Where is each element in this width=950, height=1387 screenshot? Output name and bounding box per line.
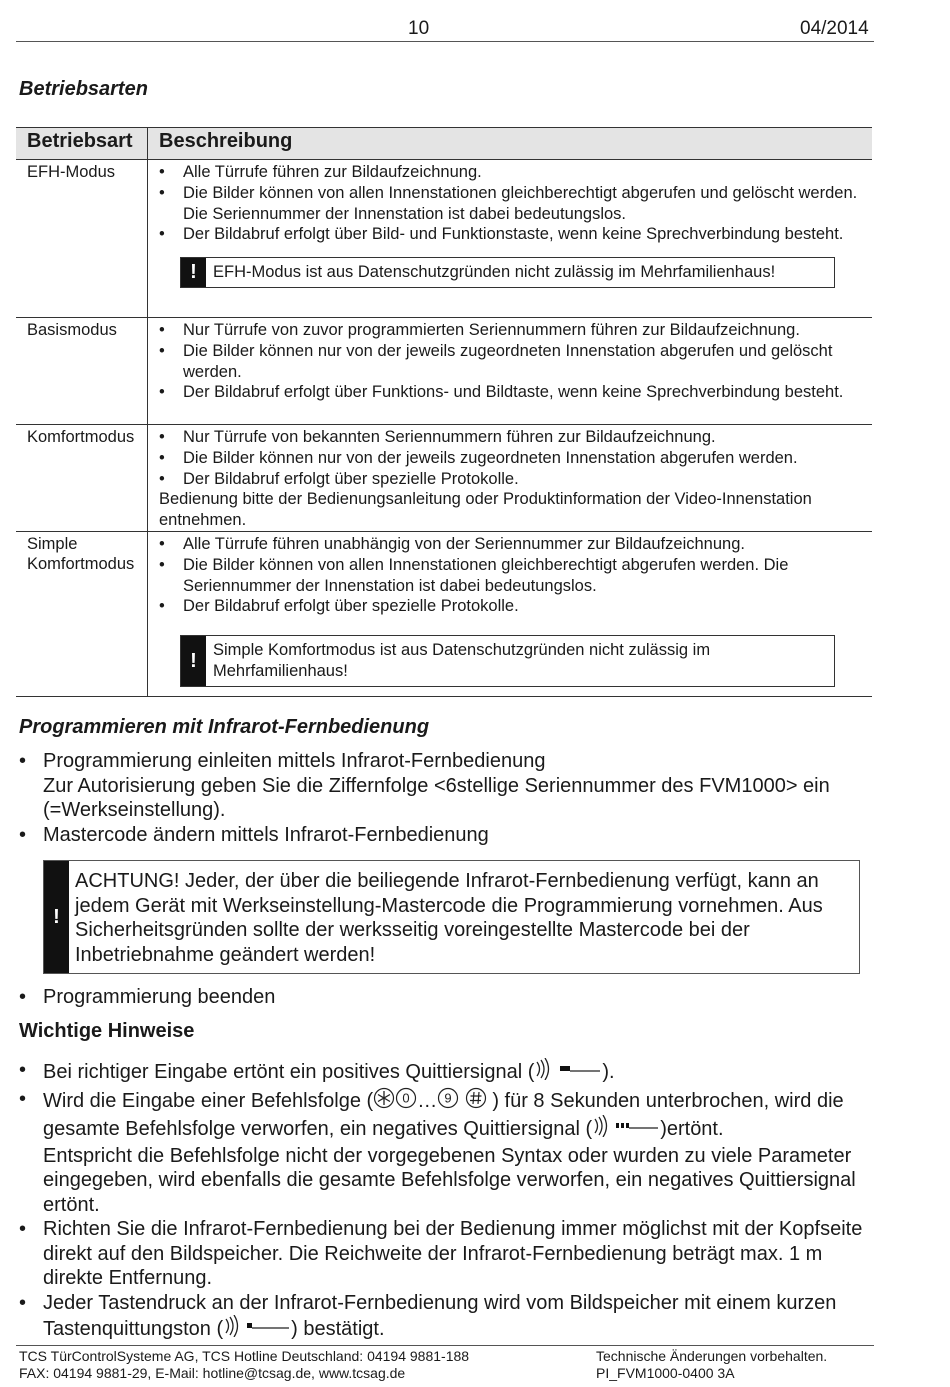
programming-list bbox=[19, 749, 869, 847]
star-key-icon bbox=[373, 1087, 395, 1116]
list-item: • Die Bilder können nur von der jeweils zugeordneten Innenstation abgerufen werden. bbox=[159, 448, 798, 467]
svg-text:9: 9 bbox=[444, 1090, 452, 1105]
list-item: • Der Bildabruf erfolgt über Bild- und Funktionstaste, wenn keine Sprechverbindung besteht. bbox=[159, 225, 844, 244]
warning-text: ACHTUNG! Jeder, der über die beiliegende Infrarot-Fernbedienung verfügt, kann an jedem Gerät mit Werkseinstellung-Mastercode die Programmierung vornehmen. Aus Sicherheitsgründen sollte der werksseitig voreingestellte Mastercode bei der Inbetriebnahme geändert werden! bbox=[75, 870, 823, 966]
list-item: • Alle Türrufe führen zur Bildaufzeichnung. bbox=[159, 163, 482, 181]
table-header bbox=[16, 127, 872, 160]
warning-box bbox=[180, 257, 835, 288]
key-tone-icon bbox=[223, 1315, 291, 1344]
table-row bbox=[16, 532, 872, 697]
list-item: • Richten Sie die Infrarot-Fernbedienung bei der Bedienung immer möglichst mit der Kopfseite direkt auf den Bildspeicher. Die Reichweite der Infrarot-Fernbedienung beträgt max. 1 m direkte Entfernung. bbox=[19, 1218, 863, 1289]
list-item: • Die Bilder können von allen Innenstationen gleichberechtigt abgerufen und gelöscht werden. Die Seriennummer der Innenstation ist dabei bedeutungslos. bbox=[159, 183, 858, 223]
list-item: • Die Bilder können von allen Innenstationen gleichberechtigt abgerufen werden. Die Seriennummer der Innenstation ist dabei bedeutungslos. bbox=[159, 555, 789, 595]
section-title: Betriebsarten bbox=[19, 78, 148, 100]
warning-icon: ! bbox=[181, 636, 206, 686]
list-item: • Nur Türrufe von zuvor programmierten Seriennummern führen zur Bildaufzeichnung. bbox=[159, 321, 800, 339]
list-item: • Programmierung einleiten mittels Infrarot-Fernbedienung Zur Autorisierung geben Sie die Ziffernfolge <6stellige Seriennummer des FVM1000> ein (=Werkseinstellung). bbox=[19, 750, 830, 821]
column-divider bbox=[147, 128, 148, 159]
achtung-warning-box bbox=[43, 860, 860, 974]
document-date: 04/2014 bbox=[800, 18, 869, 39]
list-item: • Der Bildabruf erfolgt über spezielle Protokolle. bbox=[159, 597, 519, 616]
mode-description bbox=[159, 160, 872, 288]
warning-icon: ! bbox=[181, 258, 206, 287]
digit-key-icon bbox=[395, 1087, 417, 1116]
mode-name: Komfortmodus bbox=[27, 428, 135, 446]
mode-name: EFH-Modus bbox=[27, 163, 116, 181]
list-item: • Alle Türrufe führen unabhängig von der Seriennummer zur Bildaufzeichnung. bbox=[159, 535, 745, 553]
warning-icon: ! bbox=[44, 861, 69, 973]
list-item: • Wird die Eingabe einer Befehlsfolge ( 0 … 9 ) für 8 Sekunden unterbrochen, wird die gesamte Befehlsfolge verworfen, ein negatives Quittiersignal ( )ertönt. Entspricht die Befehlsfolge nicht der vorgegebenen Syntax oder wurden zu viele Parameter eingegeben, wird ebenfalls die gesamte Befehlsfolge verworfen, ein negatives Quittiersignal ertönt. bbox=[19, 1087, 856, 1216]
svg-text:0: 0 bbox=[402, 1090, 410, 1105]
page-number: 10 bbox=[408, 18, 430, 39]
hints-list bbox=[19, 1058, 869, 1344]
column-header-mode: Betriebsart bbox=[27, 130, 133, 152]
column-divider bbox=[147, 160, 148, 317]
hints-title: Wichtige Hinweise bbox=[19, 1020, 195, 1042]
mode-name: Basismodus bbox=[27, 321, 117, 339]
digit-key-icon bbox=[437, 1087, 459, 1116]
list-item: • Programmierung beenden bbox=[19, 986, 276, 1008]
column-divider bbox=[147, 532, 148, 696]
list-item: • Der Bildabruf erfolgt über Funktions- und Bildtaste, wenn keine Sprechverbindung besteht. bbox=[159, 383, 844, 402]
mode-description bbox=[159, 425, 872, 531]
list-item: • Nur Türrufe von bekannten Seriennummern führen zur Bildaufzeichnung. bbox=[159, 428, 716, 446]
hash-key-icon bbox=[465, 1087, 487, 1116]
mode-description bbox=[159, 318, 872, 403]
positive-signal-icon bbox=[534, 1058, 602, 1087]
warning-box bbox=[180, 635, 835, 687]
warning-text: EFH-Modus ist aus Datenschutzgründen nicht zulässig im Mehrfamilienhaus! bbox=[213, 263, 776, 282]
list-item: • Der Bildabruf erfolgt über spezielle Protokolle. bbox=[159, 469, 519, 488]
programming-title: Programmieren mit Infrarot-Fernbedienung bbox=[19, 716, 430, 738]
modes-table bbox=[16, 127, 872, 697]
footer-document-info: Technische Änderungen vorbehalten. PI_FVM1000-0400 3A bbox=[596, 1348, 828, 1381]
table-row bbox=[16, 425, 872, 532]
column-divider bbox=[147, 318, 148, 424]
programming-list-end bbox=[19, 985, 869, 1010]
list-item: • Mastercode ändern mittels Infrarot-Fernbedienung bbox=[19, 823, 489, 846]
warning-text: Simple Komfortmodus ist aus Datenschutzgründen nicht zulässig im Mehrfamilienhaus! bbox=[213, 641, 711, 680]
table-row bbox=[16, 318, 872, 425]
mode-note: Bedienung bitte der Bedienungsanleitung oder Produktinformation der Video-Innenstation entnehmen. bbox=[159, 490, 812, 530]
column-header-description: Beschreibung bbox=[159, 130, 293, 152]
list-item: • Bei richtiger Eingabe ertönt ein positives Quittiersignal ( ). bbox=[19, 1058, 869, 1087]
footer-contact: TCS TürControlSysteme AG, TCS Hotline Deutschland: 04194 9881-188 FAX: 04194 9881-29, E-Mail: hotline@tcsag.de, www.tcsag.de bbox=[19, 1348, 470, 1381]
header-divider bbox=[16, 41, 874, 42]
list-item: • Jeder Tastendruck an der Infrarot-Fernbedienung wird vom Bildspeicher mit einem kurzen Tastenquittungston ( ) bestätigt. bbox=[19, 1291, 869, 1344]
mode-name: Simple Komfortmodus bbox=[27, 535, 135, 573]
column-divider bbox=[147, 425, 148, 531]
mode-description bbox=[159, 532, 872, 687]
negative-signal-icon bbox=[592, 1115, 660, 1144]
footer-divider bbox=[16, 1345, 874, 1346]
table-row bbox=[16, 160, 872, 318]
list-item: • Die Bilder können nur von der jeweils zugeordneten Innenstation abgerufen und gelöscht werden. bbox=[159, 341, 833, 381]
